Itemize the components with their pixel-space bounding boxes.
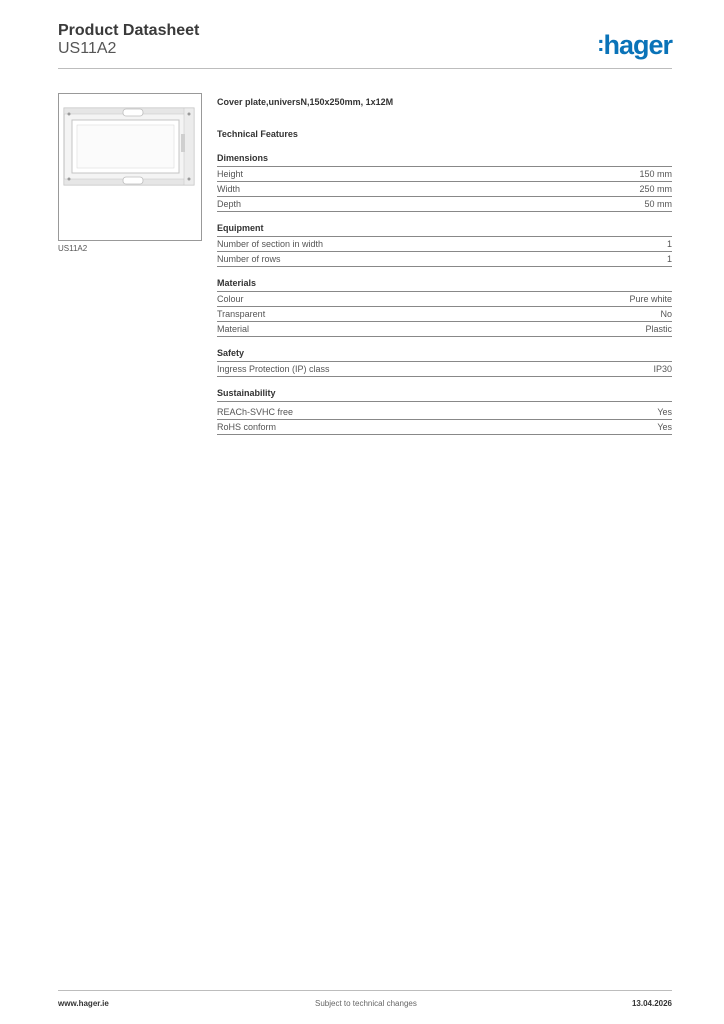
section-sustainability xyxy=(217,388,672,435)
row-label: Width xyxy=(217,184,241,194)
row-value: Yes xyxy=(657,407,672,417)
section-dimensions xyxy=(217,153,672,212)
row-value: IP30 xyxy=(653,364,672,374)
row-label: RoHS conform xyxy=(217,422,277,432)
cover-plate-illustration xyxy=(59,94,201,240)
row-value: 1 xyxy=(666,239,672,249)
row-value: 150 mm xyxy=(639,169,672,179)
row-label: REACh-SVHC free xyxy=(217,407,294,417)
datasheet-content xyxy=(217,96,672,435)
section-title: Dimensions xyxy=(217,153,672,167)
row-value: Pure white xyxy=(629,294,672,304)
section-title: Sustainability xyxy=(217,388,672,402)
table-row xyxy=(217,420,672,435)
section-equipment xyxy=(217,223,672,267)
row-value: Plastic xyxy=(645,324,672,334)
table-row xyxy=(217,237,672,252)
section-safety xyxy=(217,348,672,377)
table-row xyxy=(217,292,672,307)
row-label: Transparent xyxy=(217,309,266,319)
section-materials xyxy=(217,278,672,337)
table-row xyxy=(217,167,672,182)
product-image xyxy=(58,93,202,241)
hager-logo: :hager xyxy=(597,30,672,60)
table-row xyxy=(217,182,672,197)
product-code: US11A2 xyxy=(58,40,117,57)
row-value: 50 mm xyxy=(644,199,672,209)
row-label: Number of section in width xyxy=(217,239,324,249)
row-value: No xyxy=(660,309,672,319)
website-link[interactable]: www.hager.ie xyxy=(58,999,109,1008)
row-value: 1 xyxy=(666,254,672,264)
image-caption: US11A2 xyxy=(58,244,88,253)
row-label: Material xyxy=(217,324,250,334)
row-value: 250 mm xyxy=(639,184,672,194)
table-row xyxy=(217,362,672,377)
section-title: Equipment xyxy=(217,223,672,237)
footer-notice: Subject to technical changes xyxy=(315,999,417,1008)
page-footer xyxy=(58,990,672,1008)
page-title: Product Datasheet xyxy=(58,22,200,39)
section-title: Materials xyxy=(217,278,672,292)
row-label: Ingress Protection (IP) class xyxy=(217,364,330,374)
table-row xyxy=(217,252,672,267)
table-row xyxy=(217,307,672,322)
row-value: Yes xyxy=(657,422,672,432)
row-label: Colour xyxy=(217,294,244,304)
row-label: Number of rows xyxy=(217,254,281,264)
table-row xyxy=(217,405,672,420)
page-header xyxy=(58,20,672,69)
product-name: Cover plate,universN,150x250mm, 1x12M xyxy=(217,97,394,107)
table-row xyxy=(217,197,672,212)
row-label: Depth xyxy=(217,199,242,209)
section-title: Safety xyxy=(217,348,672,362)
row-label: Height xyxy=(217,169,244,179)
technical-features-heading: Technical Features xyxy=(217,129,298,139)
table-row xyxy=(217,322,672,337)
footer-date: 13.04.2026 xyxy=(631,999,672,1008)
